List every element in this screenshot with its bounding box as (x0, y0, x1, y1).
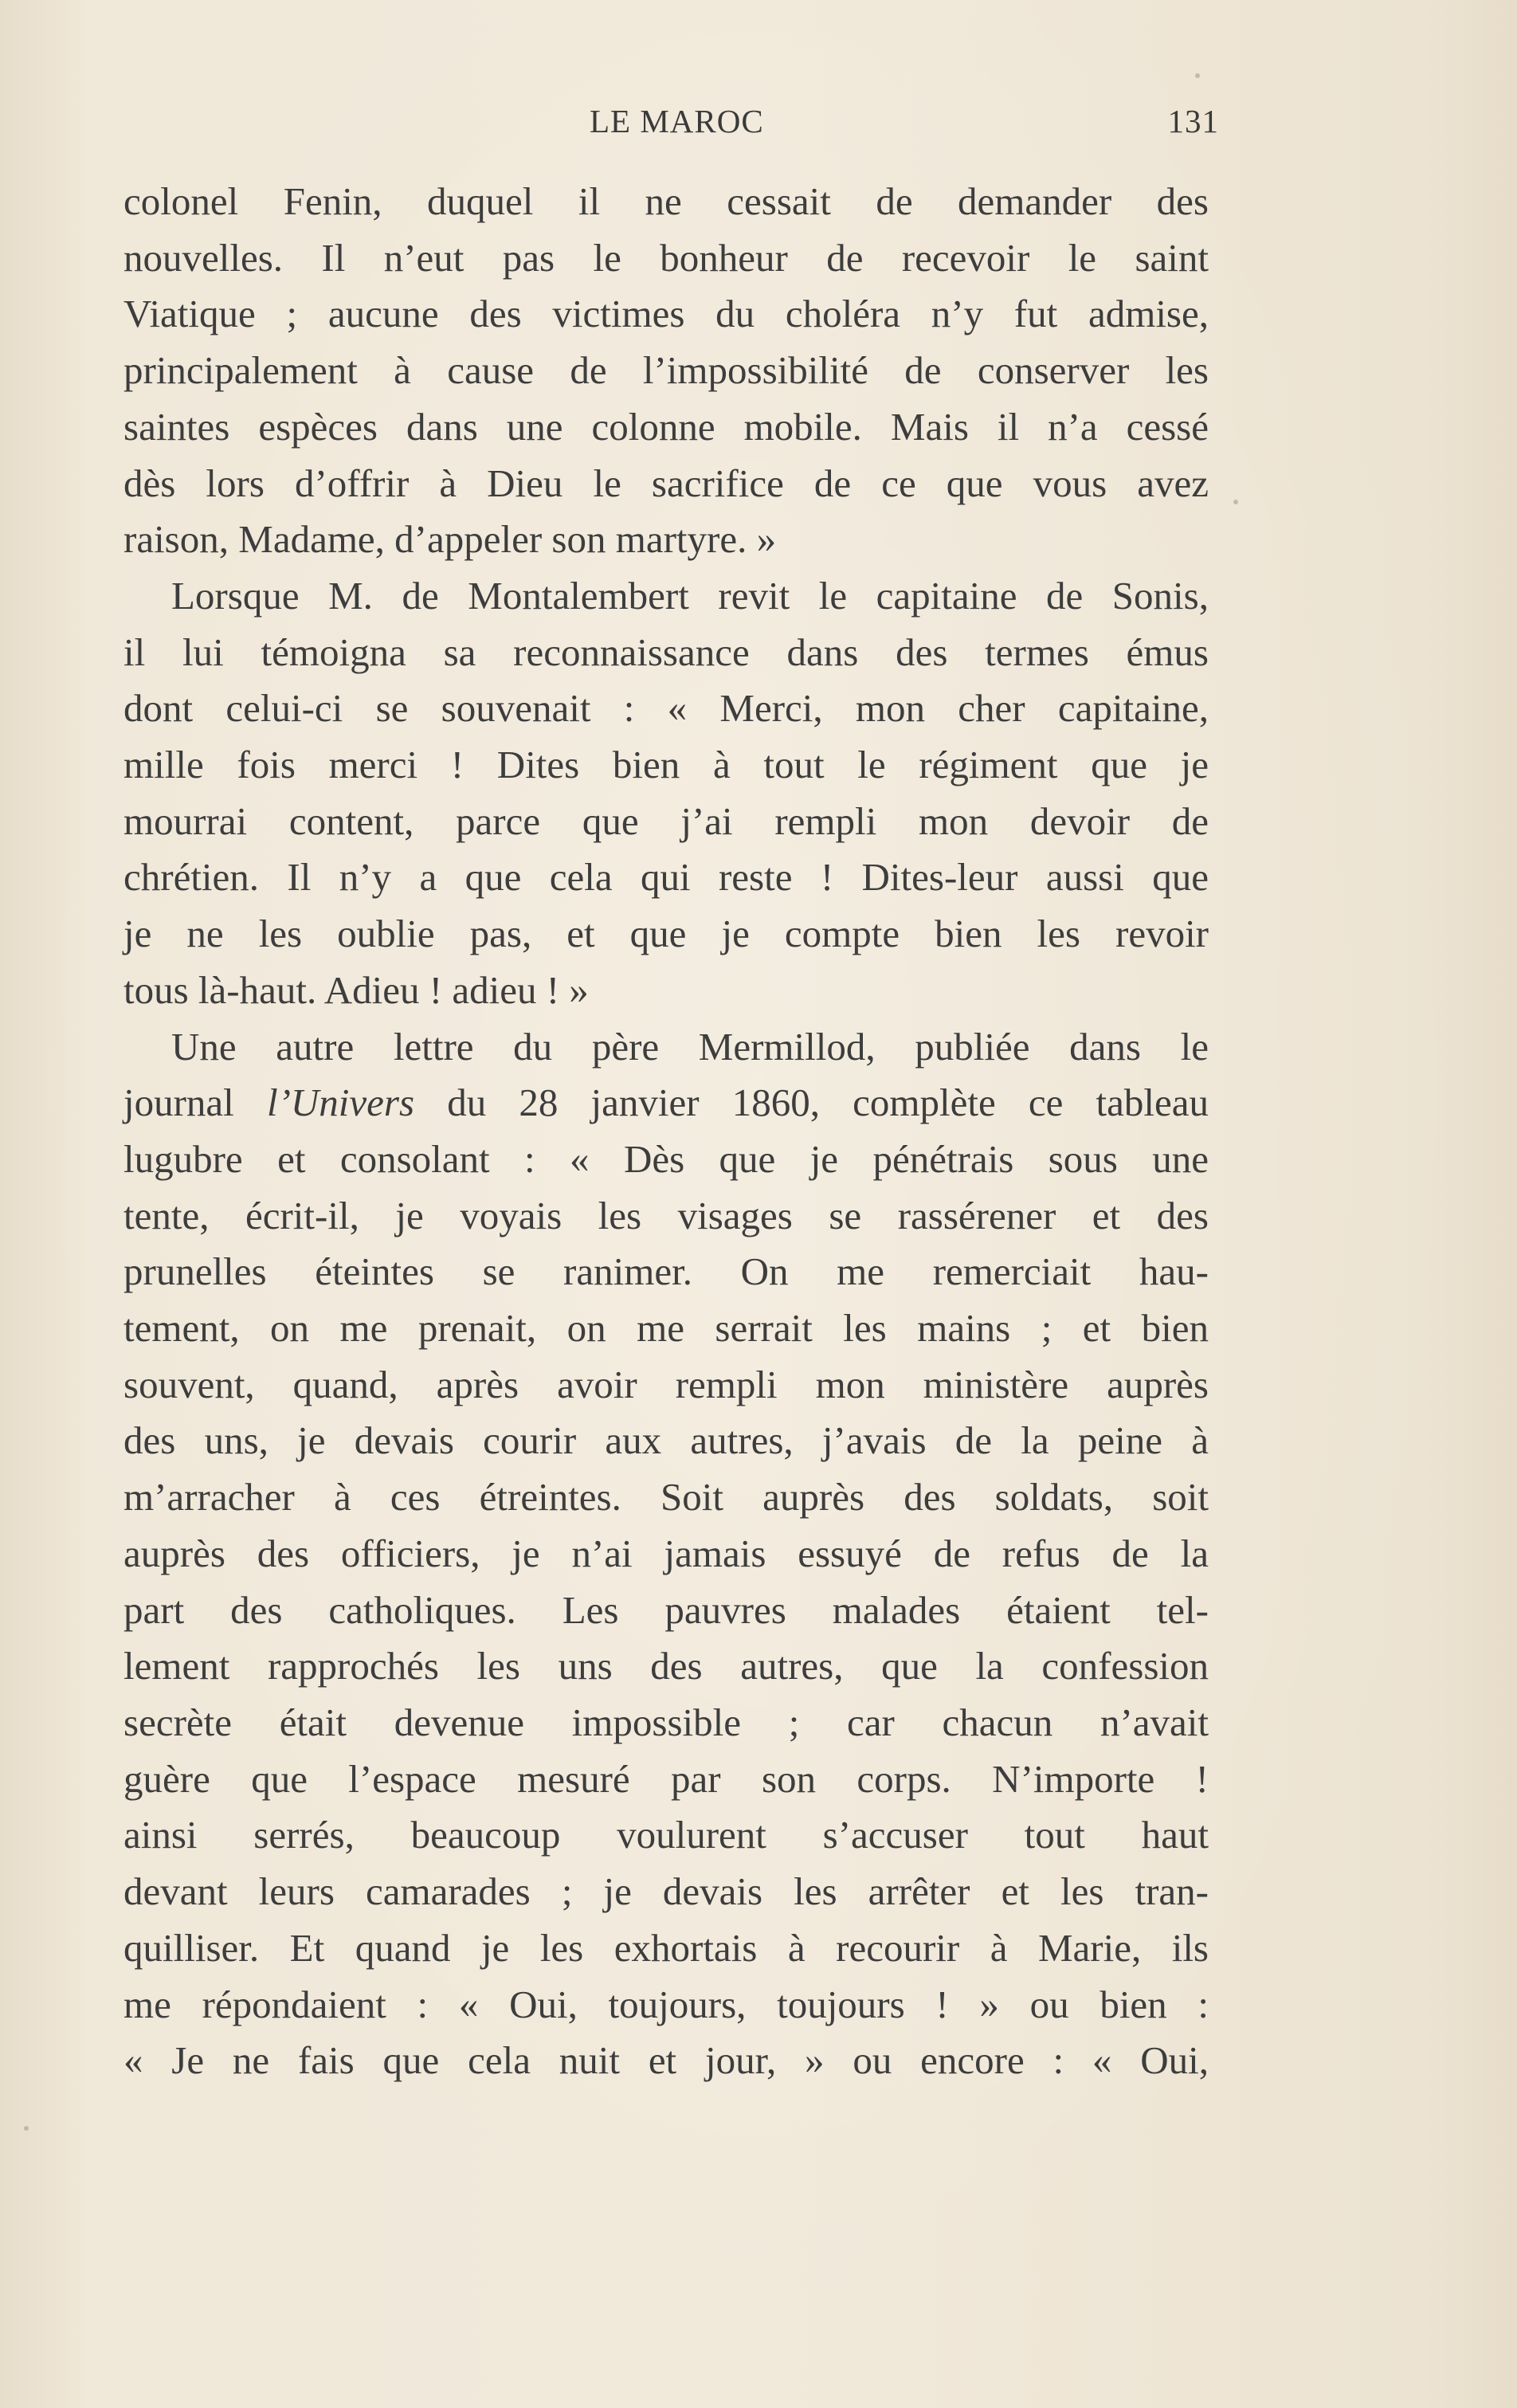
text-line: Une autre lettre du père Mermillod, publiée dans le (171, 1024, 1209, 1069)
text-line: secrète était devenue impossible ; car chacun n’avait (123, 1700, 1209, 1744)
text-line: guère que l’espace mesuré par son corps. N’importe ! (123, 1756, 1209, 1801)
text-line: mourrai content, parce que j’ai rempli mon devoir de (123, 798, 1209, 843)
text-line: tous là-haut. Adieu ! adieu ! » (123, 967, 589, 1012)
text-line: raison, Madame, d’appeler son martyre. » (123, 517, 777, 562)
text-line-with-italic (123, 1075, 1209, 1131)
text-line: Lorsque M. de Montalembert revit le capitaine de Sonis, (171, 573, 1209, 618)
text-segment: journal (123, 1080, 234, 1125)
text-line: colonel Fenin, duquel il ne cessait de demander des (123, 179, 1209, 223)
text-line: principalement à cause de l’impossibilité de conserver les (123, 348, 1209, 393)
text-line: lugubre et consolant : « Dès que je pénétrais sous une (123, 1136, 1209, 1181)
text-line: je ne les oublie pas, et que je compte bien les revoir (123, 912, 1209, 956)
text-line: prunelles éteintes se ranimer. On me remerciait hau- (123, 1249, 1209, 1294)
text-line: me répondaient : « Oui, toujours, toujours ! » ou bien : (123, 1982, 1209, 2026)
text-line: dès lors d’offrir à Dieu le sacrifice de ce que vous avez (123, 461, 1209, 505)
text-line: ainsi serrés, beaucoup voulurent s’accuser tout haut (123, 1813, 1209, 1857)
text-line: lement rapprochés les uns des autres, que la confession (123, 1644, 1209, 1688)
text-line: nouvelles. Il n’eut pas le bonheur de recevoir le saint (123, 235, 1209, 280)
text-line: souvent, quand, après avoir rempli mon ministère auprès (123, 1362, 1209, 1406)
text-line: chrétien. Il n’y a que cela qui reste ! Dites-leur aussi que (123, 855, 1209, 900)
text-line: des uns, je devais courir aux autres, j’avais de la peine à (123, 1418, 1209, 1463)
body-text (123, 174, 1209, 2089)
text-line: auprès des officiers, je n’ai jamais essuyé de refus de la (123, 1531, 1209, 1575)
text-line: tement, on me prenait, on me serrait les mains ; et bien (123, 1306, 1209, 1351)
paper-speck (24, 2126, 29, 2131)
text-line: m’arracher à ces étreintes. Soit auprès des soldats, soit (123, 1475, 1209, 1520)
text-line: tente, écrit-il, je voyais les visages se rassérener et des (123, 1193, 1209, 1237)
text-line: dont celui-ci se souvenait : « Merci, mon cher capitaine, (123, 686, 1209, 731)
text-line: part des catholiques. Les pauvres malades étaient tel- (123, 1587, 1209, 1632)
text-line: Viatique ; aucune des victimes du choléra n’y fut admise, (123, 292, 1209, 336)
paper-speck (1233, 500, 1238, 504)
paper-speck (1195, 73, 1200, 78)
text-line: « Je ne fais que cela nuit et jour, » ou encore : « Oui, (123, 2038, 1209, 2083)
text-line: quilliser. Et quand je les exhortais à recourir à Marie, ils (123, 1925, 1209, 1970)
page-number: 131 (1167, 103, 1219, 139)
text-line: mille fois merci ! Dites bien à tout le régiment que je (123, 743, 1209, 787)
text-line: saintes espèces dans une colonne mobile. Mais il n’a cessé (123, 404, 1209, 449)
text-line: devant leurs camarades ; je devais les arrêter et les tran- (123, 1869, 1209, 1914)
text-segment: du 28 janvier 1860, complète ce tableau (447, 1080, 1209, 1125)
newspaper-title: l’Univers (266, 1080, 415, 1125)
text-line: il lui témoigna sa reconnaissance dans des termes émus (123, 629, 1209, 674)
running-head: LE MAROC (590, 103, 764, 139)
page-header (120, 102, 1219, 150)
